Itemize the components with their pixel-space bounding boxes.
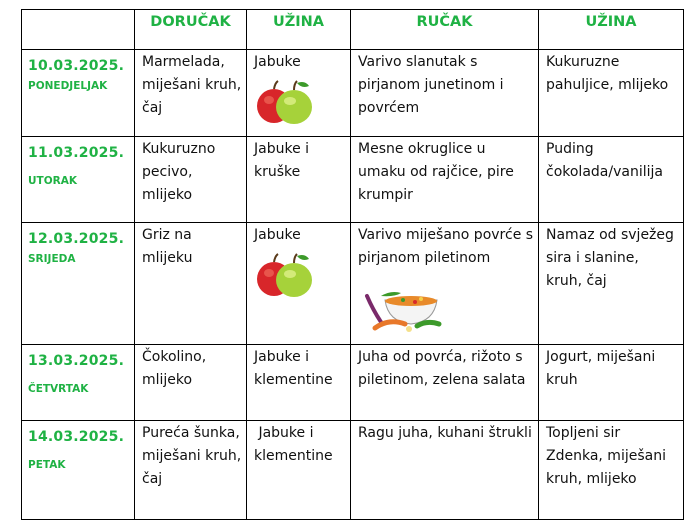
- header-row: [22, 10, 684, 50]
- uzina-cell: [539, 345, 684, 421]
- apples-icon: [252, 79, 316, 127]
- meal-text: Namaz od svježeg sira i slanine, kruh, čaj: [546, 227, 674, 289]
- date-cell: [22, 223, 135, 345]
- rucak-cell: [351, 421, 539, 520]
- meal-text: Marmelada, miješani kruh, čaj: [142, 54, 242, 116]
- uzina-cell: [539, 137, 684, 223]
- meal-text: Topljeni sir Zdenka, miješani kruh, mlijeko: [546, 425, 666, 487]
- uzina-cell: [539, 421, 684, 520]
- date-label: 13.03.2025.: [28, 353, 125, 369]
- table-row: [22, 50, 684, 137]
- header-dorucak: DORUČAK: [135, 10, 247, 50]
- rucak-cell: [351, 345, 539, 421]
- soup-icon: [363, 284, 443, 334]
- table-row: [22, 421, 684, 520]
- meal-text: Kukuruzno pecivo, mlijeko: [142, 141, 216, 203]
- meal-text: Varivo miješano povrće s pirjanom piletinom: [358, 227, 534, 266]
- header-uzina-1: UŽINA: [247, 10, 351, 50]
- uzina-cell: [247, 137, 351, 223]
- dorucak-cell: [135, 345, 247, 421]
- uzina-cell: [539, 50, 684, 137]
- meal-text: Čokolino, mlijeko: [142, 349, 207, 388]
- rucak-cell: [351, 223, 539, 345]
- meal-text: Jabuke: [254, 227, 301, 243]
- header-rucak: RUČAK: [351, 10, 539, 50]
- meal-text: Jabuke i klementine: [254, 349, 333, 388]
- date-cell: [22, 50, 135, 137]
- meal-text: Juha od povrća, rižoto s piletinom, zelena salata: [358, 349, 526, 388]
- day-label: PETAK: [28, 459, 66, 471]
- day-label: ČETVRTAK: [28, 383, 89, 395]
- table-row: [22, 223, 684, 345]
- weekly-menu-table: [21, 9, 684, 520]
- meal-text: Pureća šunka, miješani kruh, čaj: [142, 425, 242, 487]
- meal-text: Mesne okruglice u umaku od rajčice, pire krumpir: [358, 141, 514, 203]
- date-label: 14.03.2025.: [28, 429, 125, 445]
- meal-text: Ragu juha, kuhani štrukli: [358, 425, 532, 441]
- date-cell: [22, 421, 135, 520]
- dorucak-cell: [135, 137, 247, 223]
- dorucak-cell: [135, 421, 247, 520]
- dorucak-cell: [135, 50, 247, 137]
- header-uzina-2: UŽINA: [539, 10, 684, 50]
- date-label: 12.03.2025.: [28, 231, 125, 247]
- meal-text: Jabuke i klementine: [254, 425, 333, 464]
- meal-text: Jabuke i kruške: [254, 141, 310, 180]
- rucak-cell: [351, 50, 539, 137]
- uzina-cell: [247, 345, 351, 421]
- day-label: UTORAK: [28, 175, 77, 187]
- meal-text: Jabuke: [254, 54, 301, 70]
- uzina-cell: [247, 50, 351, 137]
- meal-text: Varivo slanutak s pirjanom junetinom i povrćem: [358, 54, 504, 116]
- uzina-cell: [539, 223, 684, 345]
- meal-text: Kukuruzne pahuljice, mlijeko: [546, 54, 669, 93]
- date-label: 11.03.2025.: [28, 145, 125, 161]
- uzina-cell: [247, 223, 351, 345]
- dorucak-cell: [135, 223, 247, 345]
- table-row: [22, 345, 684, 421]
- rucak-cell: [351, 137, 539, 223]
- day-label: PONEDJELJAK: [28, 80, 108, 92]
- table-row: [22, 137, 684, 223]
- header-empty: [22, 10, 135, 50]
- uzina-cell: [247, 421, 351, 520]
- apples-icon: [252, 252, 316, 300]
- date-label: 10.03.2025.: [28, 58, 125, 74]
- meal-text: Jogurt, miješani kruh: [546, 349, 656, 388]
- day-label: SRIJEDA: [28, 253, 76, 265]
- date-cell: [22, 137, 135, 223]
- meal-text: Puding čokolada/vanilija: [546, 141, 663, 180]
- date-cell: [22, 345, 135, 421]
- meal-text: Griz na mlijeku: [142, 227, 193, 266]
